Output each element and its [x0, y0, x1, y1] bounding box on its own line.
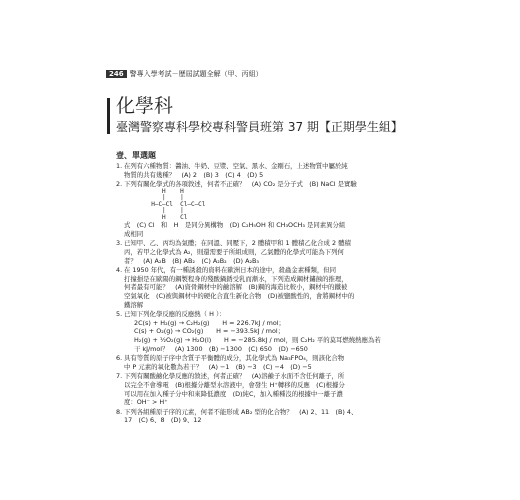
subject-title: 化學科 [116, 95, 174, 117]
question-text-line: 已知甲、乙、丙均為氣體；在同溫、同壓下，2 體積甲和 1 體積乙化合成 2 體積 [124, 239, 351, 248]
question-number: 2. [116, 180, 123, 189]
question-number: 8. [116, 407, 123, 416]
question-text-line: 鐵溶解 [124, 300, 144, 309]
question-text-line: 可以用在加入種子分中和來降低濃度 (D)純C，加入種種沒的根據中一離子濃 [124, 389, 343, 398]
question-text-line: 何者最有可能？ (A)資骨鋼材中的鹼溶解 (B)鋼的海造比較小，鋼材中的鐵被 [124, 283, 348, 292]
question-text-line: 式 (C) Cl 和 H 是同分異構物 (D) C₂H₅OH 和 CH₃OCH₃ 是同素異分組 [124, 221, 346, 230]
question-number: 3. [116, 239, 123, 248]
thermochemical-equation: 2C(s) + H₂(g) → C₂H₂(g) H = 226.7kJ / mol； [134, 318, 285, 327]
question-text-line: 下列有關酸鹼化學反應的敘述，何者正確？ (A)溶鹼子水面不含任何離子，所 [124, 372, 345, 381]
question-text-line: 者？ (A) A₂B (B) AB₂ (C) A₂B₂ (D) A₂B₃ [124, 256, 259, 265]
question-number: 4. [116, 266, 123, 275]
question-body [124, 180, 416, 238]
question-list [116, 162, 416, 426]
exam-title: 臺灣警察專科學校專科警員班第 37 期【正期學生組】 [116, 120, 403, 134]
question-item [116, 180, 416, 238]
question-text-line: 在列有六種物質：醬油、牛奶、豆漿、空氣、黑水、金剛石，上述物質中屬於純 [124, 162, 348, 170]
thermochemical-equation: 干 kJ/mol？ (A) 1300 (B) −1300 (C) 650 (D) −650 [134, 344, 308, 353]
question-text-line: 打撞損是在歐陽的鋼製程身的殘酸鍋銹受乳而漸水，下列造成鋼材鏽蝕的推理， [124, 274, 348, 283]
question-item [116, 408, 416, 425]
question-text-line: 以完全不會導電 (B)根據分離型水溶液中，會發生 H⁺轉移的反應 (C)根據分 [124, 380, 345, 389]
question-text-line: 度：OH⁻ > H⁺ [124, 398, 168, 407]
question-text-line: 在 1950 年代，有一種誘殺的資料在歐洲日本的途中，殺蟲金素種類，但同 [124, 266, 337, 275]
question-item [116, 239, 416, 265]
question-body [124, 310, 416, 353]
question-body [124, 408, 416, 425]
question-text-line: 17 (C) 6、8 (D) 9、12 [124, 416, 202, 425]
question-text-line: 丙，若甲之化學式為 A₂，則還需要子所組成則，乙氣體的化學式可能為下列何 [124, 248, 344, 257]
question-item [116, 310, 416, 353]
question-text-line: 成相同 [124, 229, 144, 238]
question-text-line: 下列有關化學式的各項敘述，何者不正確？ (A) CO₂ 是分子式 (B) NaCl 是實驗 [124, 180, 357, 189]
question-text-line: 具有等質的原子序中含質子平衡體的成分，其化學式為 Na₃FPO₄，則該化合物 [124, 354, 345, 363]
question-body [124, 239, 416, 265]
running-title: 警專入學考試－歷屆試題全解（甲、丙組） [129, 70, 263, 78]
question-text-line: 空氣氧化 (C)被與鋼材中的硬化合直生新化合物 (D)被鹽酸性的，會將鋼材中的 [124, 292, 355, 301]
question-number: 7. [116, 372, 123, 381]
question-text-line: 已知下列化學反應的反應熱（ H ）： [124, 310, 226, 319]
question-number: 1. [116, 162, 123, 170]
question-body [124, 372, 416, 406]
question-body [124, 354, 416, 371]
title-block [116, 95, 403, 135]
thermochemical-equation: H₂(g) + ½O₂(g) → H₂O(l) H = −285.8kJ / mol，則 C₂H₂ 平的莫耳燃燒熱應為若 [134, 336, 381, 344]
question-body [124, 162, 416, 179]
title-bar [107, 98, 110, 134]
section-title: 壹、單選題 [116, 151, 156, 160]
question-text-line: 中 P 元素的氧化數為若干？ (A) −1 (B) −3 (C) −4 (D) −5 [124, 362, 312, 371]
thermochemical-equation: C(s) + O₂(g) → CO₂(g) H = −393.5kJ / mol； [134, 327, 285, 336]
question-text-line: 下列各組種原子序的元素，何者不能形成 AB₂ 型的化合物？ (A) 2、11 (B) 4、 [124, 407, 358, 416]
question-number: 6. [116, 354, 123, 363]
question-item [116, 372, 416, 406]
question-item [116, 162, 416, 179]
question-item [116, 266, 416, 309]
question-text-line: 物質的共有幾種？ (A) 2 (B) 3 (C) 4 (D) 5 [124, 170, 264, 179]
question-number: 5. [116, 310, 123, 319]
page-header [106, 69, 263, 79]
question-item [116, 354, 416, 371]
structural-formula: H H | | H—C—Cl Cl—C—Cl | | H Cl [151, 187, 206, 221]
question-body [124, 266, 416, 309]
page-number: 246 [106, 70, 127, 78]
